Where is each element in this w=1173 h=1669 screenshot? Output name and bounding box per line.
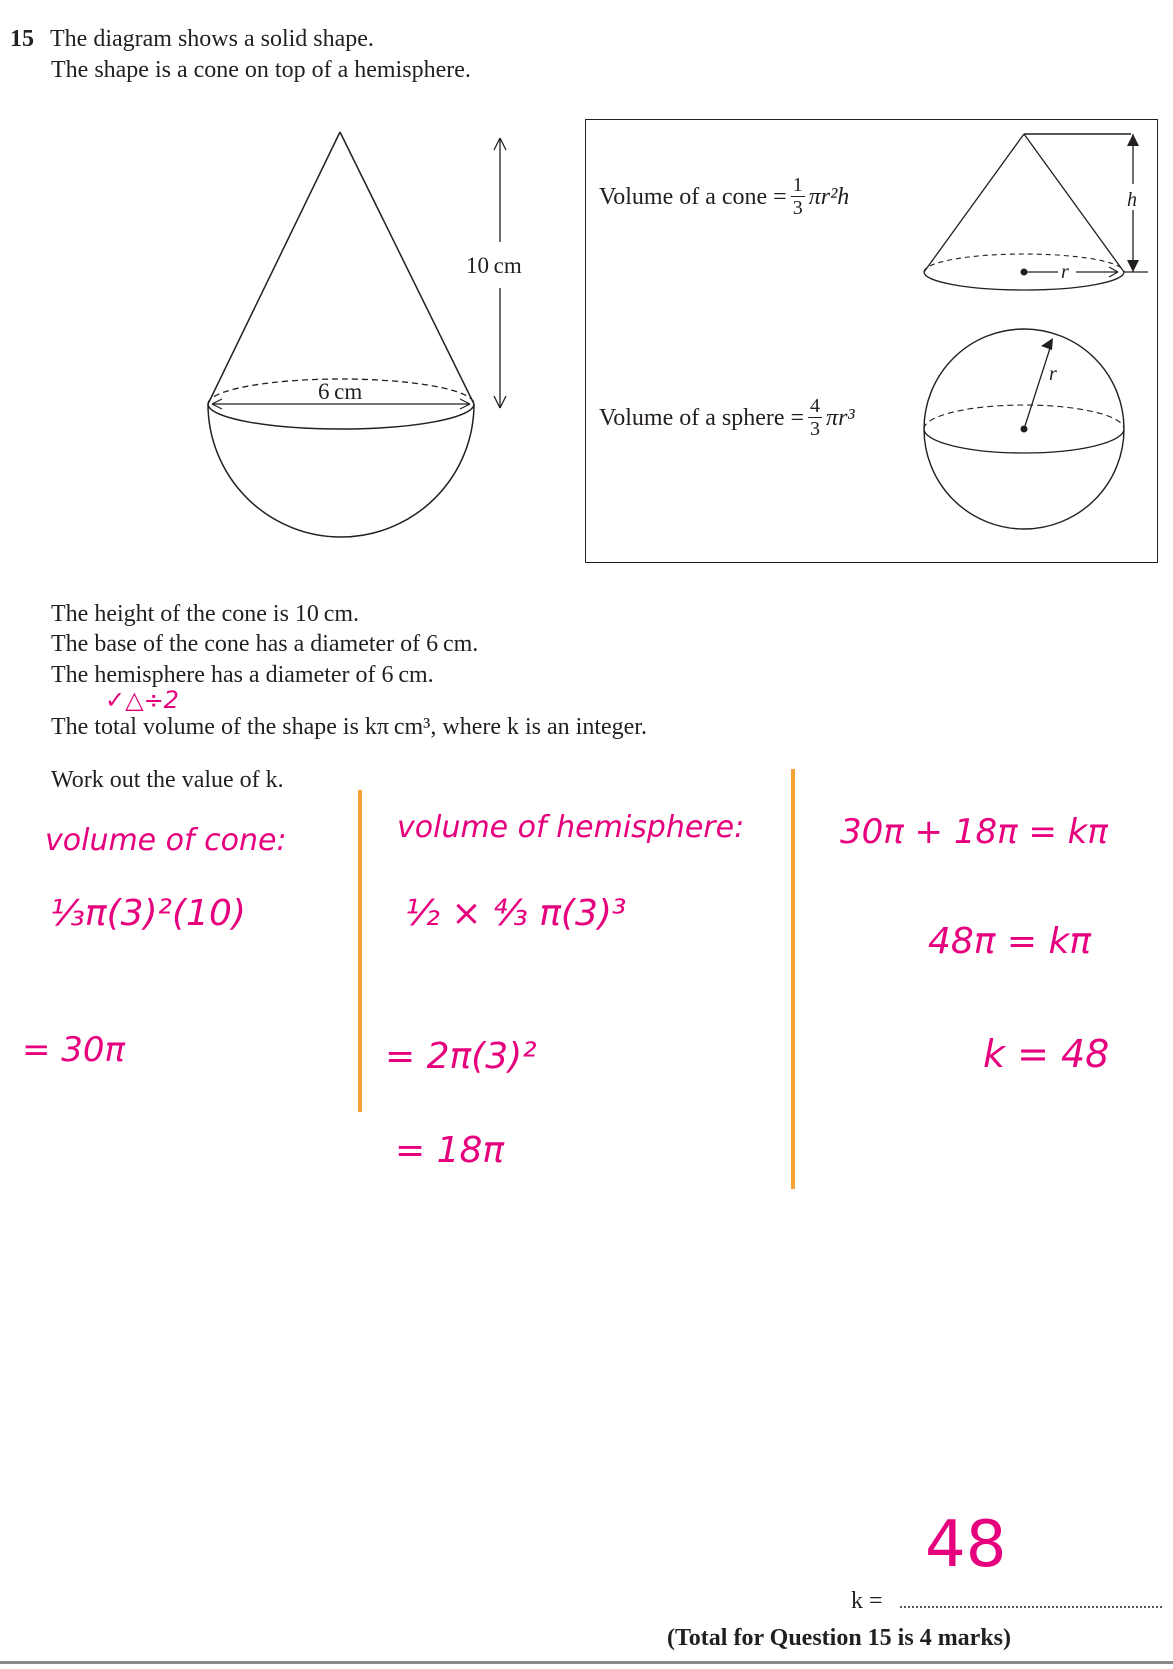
question-number: 15	[10, 26, 34, 52]
cone-left-edge	[208, 132, 340, 404]
cone-frac-den: 3	[792, 197, 803, 219]
handwritten-margin-note: ✓△÷2	[105, 686, 179, 714]
hw-sum-step: 48π = kπ	[928, 921, 1092, 962]
hw-k-result: k = 48	[983, 1032, 1110, 1076]
hw-hemi-title: volume of hemisphere:	[397, 810, 745, 845]
cone-hemisphere-diagram	[190, 120, 540, 550]
formula-box	[585, 119, 1158, 563]
intro-line-2: The shape is a cone on top of a hemisphere.	[51, 57, 471, 83]
sphere-formula	[599, 395, 855, 440]
body-line-1: The height of the cone is 10 cm.	[51, 601, 360, 627]
hw-hemi-step2: = 2π(3)²	[385, 1036, 537, 1077]
small-cone-figure	[916, 120, 1156, 320]
intro-line-1: The diagram shows a solid shape.	[50, 26, 374, 52]
small-cone-r-label: r	[1061, 261, 1069, 283]
sphere-fraction	[808, 395, 822, 440]
sphere-formula-label: Volume of a sphere =	[599, 404, 805, 431]
small-cone-h-label: h	[1127, 189, 1137, 211]
sphere-r-label: r	[1049, 363, 1057, 385]
cone-formula-tail: πr²h	[808, 183, 850, 210]
sphere-formula-tail: πr³	[826, 404, 855, 431]
cone-formula-label: Volume of a cone =	[599, 183, 787, 210]
body-line-2: The base of the cone has a diameter of 6 cm.	[51, 631, 479, 657]
cone-fraction	[791, 174, 805, 219]
sphere-figure	[916, 320, 1156, 560]
hw-cone-step: ⅓π(3)²(10)	[50, 893, 246, 934]
sphere-frac-num: 4	[810, 395, 821, 417]
body-line-3: The hemisphere has a diameter of 6 cm.	[51, 662, 434, 688]
hemisphere-outline	[208, 404, 474, 537]
bottom-rule	[0, 1661, 1173, 1664]
body-line-4: The total volume of the shape is kπ cm³, where k is an integer.	[51, 714, 647, 740]
sphere-frac-den: 3	[810, 418, 821, 440]
base-ellipse-front	[208, 404, 474, 429]
working-divider-2	[791, 769, 795, 1189]
working-divider-1	[358, 790, 362, 1112]
question-header	[10, 24, 374, 54]
hw-sum-line: 30π + 18π = kπ	[840, 812, 1108, 852]
diameter-label: 6 cm	[318, 379, 363, 404]
answer-line[interactable]	[900, 1606, 1162, 1608]
hw-answer-value: 48	[925, 1508, 1007, 1582]
hw-hemi-result: = 18π	[395, 1130, 505, 1171]
cone-formula	[599, 174, 849, 219]
total-marks: (Total for Question 15 is 4 marks)	[667, 1625, 1012, 1651]
hw-hemi-step: ½ × ⁴⁄₃ π(3)³	[405, 893, 627, 934]
body-line-5: Work out the value of k.	[51, 767, 284, 793]
cone-frac-num: 1	[792, 174, 803, 196]
hw-cone-result: = 30π	[22, 1030, 126, 1070]
height-label: 10 cm	[466, 253, 522, 278]
hw-cone-title: volume of cone:	[45, 823, 287, 858]
answer-label: k =	[851, 1588, 883, 1614]
cone-right-edge	[340, 132, 474, 404]
